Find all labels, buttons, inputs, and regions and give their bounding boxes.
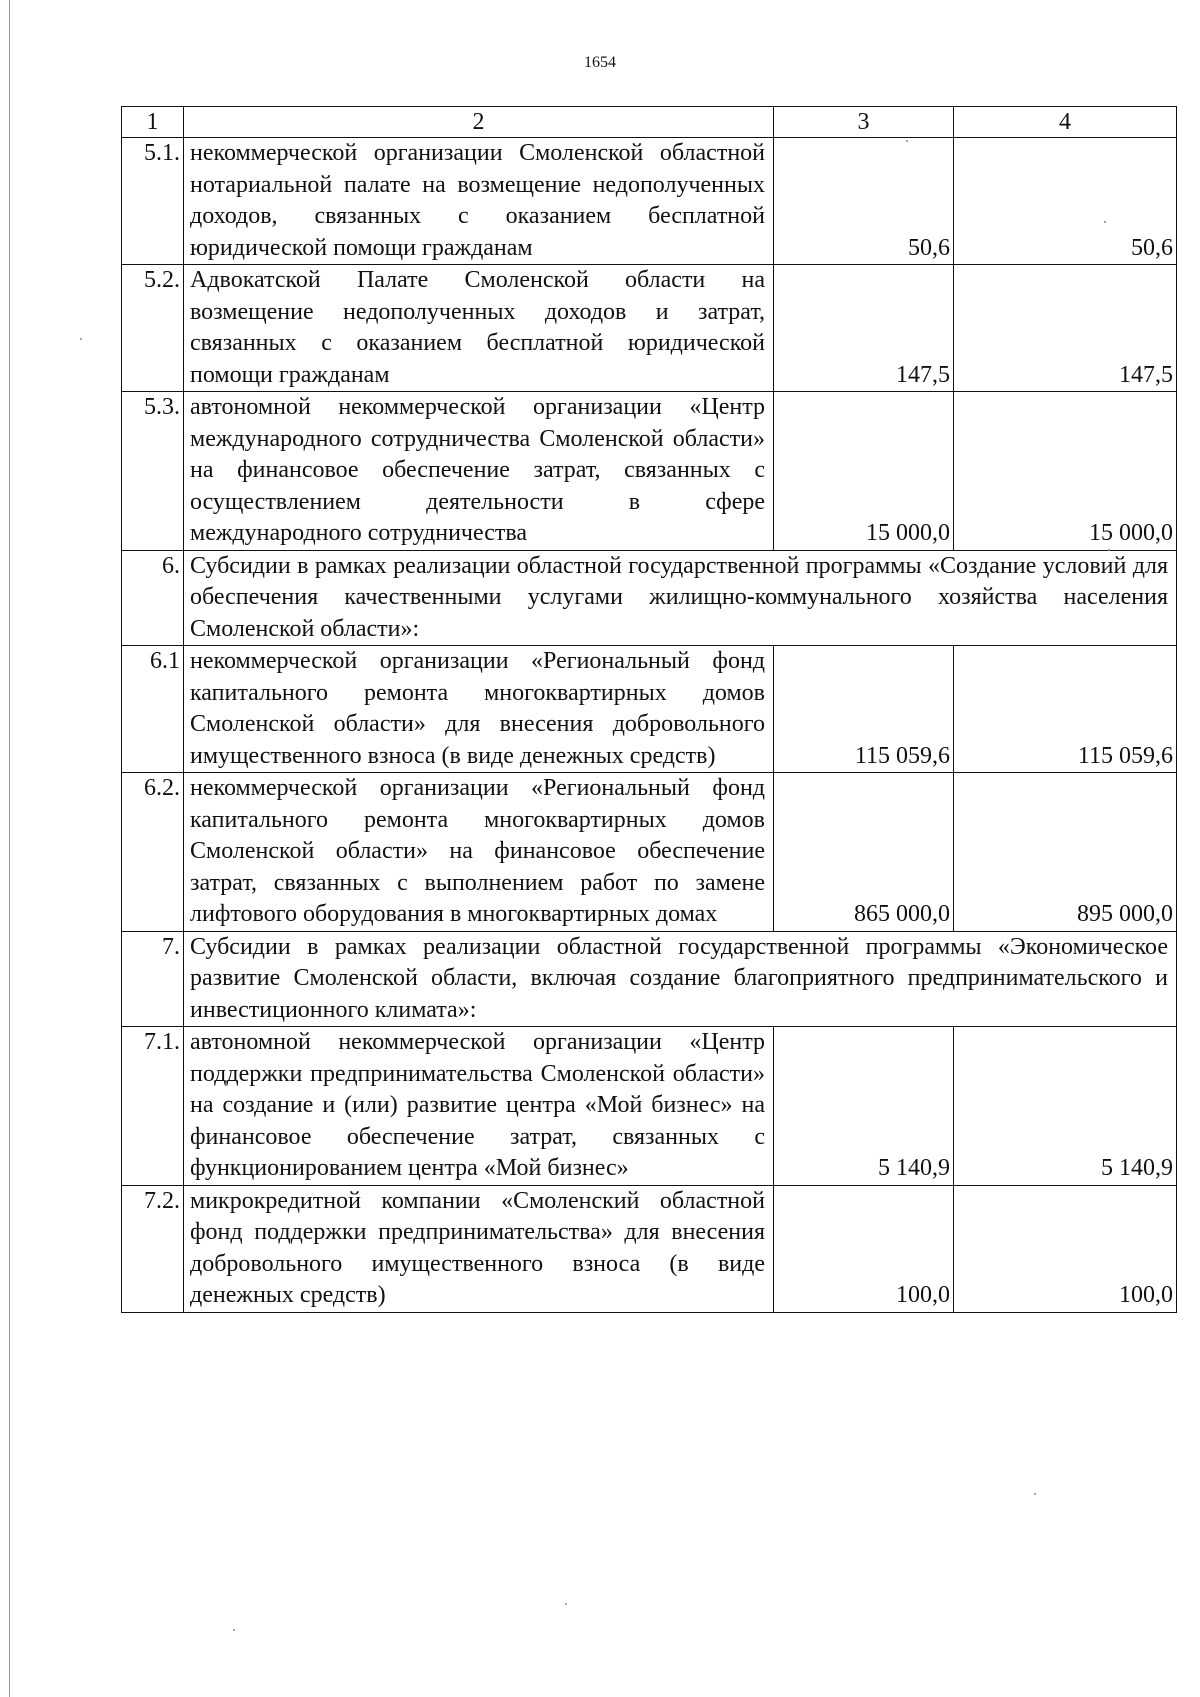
table-section-row	[122, 931, 1177, 1027]
section-heading-text	[184, 931, 1177, 1027]
amount-column-4: 100,0	[954, 1185, 1177, 1312]
table-header-row	[122, 107, 1177, 138]
section-heading-text	[184, 550, 1177, 646]
table-row	[122, 1185, 1177, 1312]
column-header-1: 1	[122, 107, 184, 138]
recipient-description	[184, 1027, 774, 1186]
amount-column-4: 147,5	[954, 265, 1177, 392]
scan-edge-line	[9, 0, 10, 1697]
amount-column-4: 5 140,9	[954, 1027, 1177, 1186]
recipient-description	[184, 773, 774, 932]
column-header-2: 2	[184, 107, 774, 138]
amount-column-3: 147,5	[774, 265, 954, 392]
row-number: 5.1.	[122, 138, 184, 265]
column-header-3: 3	[774, 107, 954, 138]
scan-speck	[565, 1603, 567, 1605]
row-number: 5.2.	[122, 265, 184, 392]
row-number: 6.2.	[122, 773, 184, 932]
subsidy-table	[121, 106, 1177, 1313]
scan-speck	[233, 1629, 235, 1631]
row-number: 5.3.	[122, 392, 184, 551]
description-text: автономной некоммерческой организации «Центр международного сотрудничества Смоленской области» на финансовое обеспечение затрат, связанных с осуществлением деятельности в сфере международного сотрудничества	[190, 394, 765, 546]
recipient-description	[184, 138, 774, 265]
amount-column-4: 895 000,0	[954, 773, 1177, 932]
recipient-description	[184, 392, 774, 551]
amount-column-3: 5 140,9	[774, 1027, 954, 1186]
table-row	[122, 392, 1177, 551]
table-row	[122, 773, 1177, 932]
scan-speck	[906, 140, 908, 142]
page-number: 1654	[584, 54, 616, 71]
recipient-description	[184, 646, 774, 773]
amount-column-3: 115 059,6	[774, 646, 954, 773]
scan-speck	[1104, 221, 1106, 223]
row-number: 7.	[122, 931, 184, 1027]
scan-speck	[80, 338, 82, 340]
description-text: микрокредитной компании «Смоленский областной фонд поддержки предпринимательства» для внесения добровольного имущественного взноса (в виде денежных средств)	[190, 1187, 765, 1308]
row-number: 7.2.	[122, 1185, 184, 1312]
table-row	[122, 1027, 1177, 1186]
table-row	[122, 265, 1177, 392]
description-text: некоммерческой организации Смоленской областной нотариальной палате на возмещение недополученных доходов, связанных с оказанием бесплатной юридической помощи гражданам	[190, 140, 765, 261]
row-number: 6.	[122, 550, 184, 646]
amount-column-3: 15 000,0	[774, 392, 954, 551]
description-text: Адвокатской Палате Смоленской области на возмещение недополученных доходов и затрат, связанных с оказанием бесплатной юридической помощи гражданам	[190, 267, 765, 388]
amount-column-4: 50,6	[954, 138, 1177, 265]
table-section-row	[122, 550, 1177, 646]
scan-speck	[1034, 1493, 1036, 1495]
amount-column-3: 865 000,0	[774, 773, 954, 932]
amount-column-4: 115 059,6	[954, 646, 1177, 773]
row-number: 6.1	[122, 646, 184, 773]
amount-column-3: 50,6	[774, 138, 954, 265]
scan-speck	[1108, 549, 1110, 551]
amount-column-4: 15 000,0	[954, 392, 1177, 551]
amount-column-3: 100,0	[774, 1185, 954, 1312]
recipient-description	[184, 265, 774, 392]
description-text: Субсидии в рамках реализации областной государственной программы «Экономическое развитие Смоленской области, включая создание благоприятного предпринимательского и инвестиционного климата»:	[190, 933, 1168, 1023]
table-row	[122, 138, 1177, 265]
column-header-4: 4	[954, 107, 1177, 138]
description-text: некоммерческой организации «Региональный фонд капитального ремонта многоквартирных домов Смоленской области» для внесения добровольного имущественного взноса (в виде денежных средств)	[190, 648, 765, 769]
description-text: автономной некоммерческой организации «Центр поддержки предпринимательства Смоленской области» на создание и (или) развитие центра «Мой бизнес» на финансовое обеспечение затрат, связанных с функционированием центра «Мой бизнес»	[190, 1029, 765, 1181]
recipient-description	[184, 1185, 774, 1312]
table-row	[122, 646, 1177, 773]
description-text: некоммерческой организации «Региональный фонд капитального ремонта многоквартирных домов Смоленской области» на финансовое обеспечение затрат, связанных с выполнением работ по замене лифтового оборудования в многоквартирных домах	[190, 775, 765, 927]
description-text: Субсидии в рамках реализации областной государственной программы «Создание условий для обеспечения качественными услугами жилищно-коммунального хозяйства населения Смоленской области»:	[190, 552, 1168, 642]
row-number: 7.1.	[122, 1027, 184, 1186]
